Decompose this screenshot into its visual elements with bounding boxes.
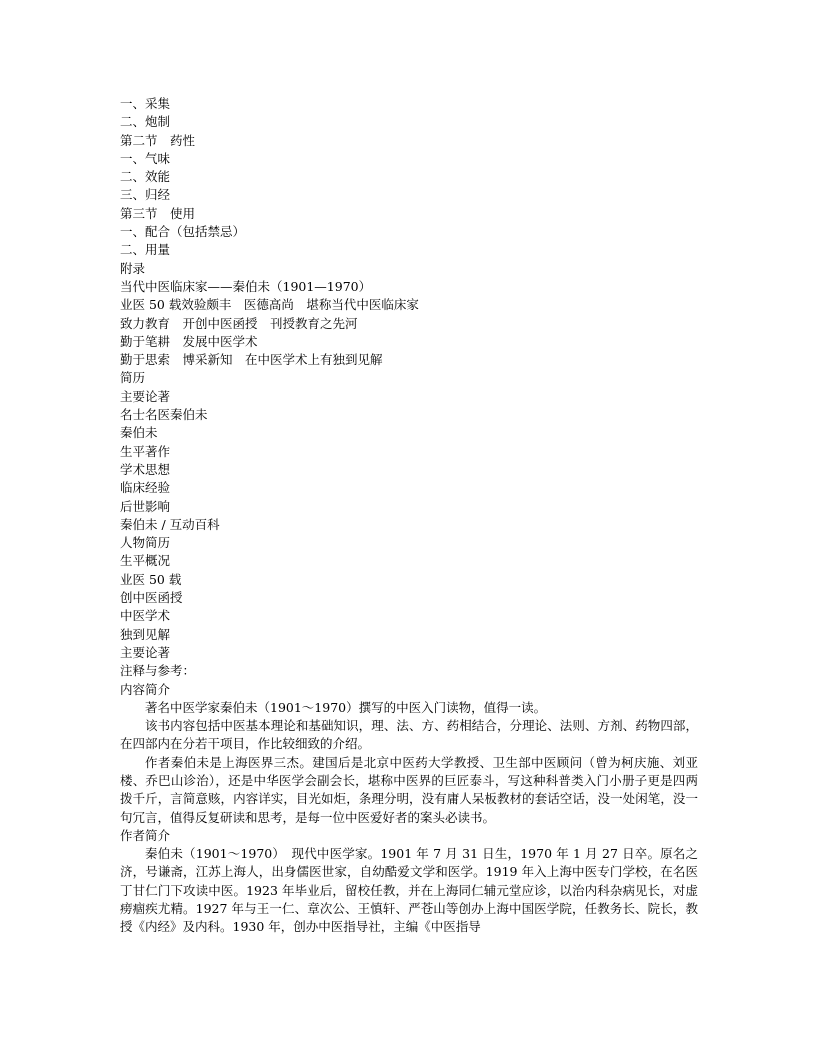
toc-line: 独到见解	[120, 626, 171, 642]
toc-line: 主要论著	[120, 644, 171, 660]
toc-line: 内容简介	[120, 681, 171, 697]
toc-line: 主要论著	[120, 388, 171, 404]
toc-line: 后世影响	[120, 498, 171, 514]
toc-line: 第三节 使用	[120, 205, 196, 221]
toc-line: 附录	[120, 260, 146, 276]
toc-line: 二、用量	[120, 242, 171, 258]
toc-line: 生平著作	[120, 443, 171, 459]
toc-line: 一、采集	[120, 96, 171, 111]
toc-line: 名士名医秦伯未	[120, 407, 208, 423]
toc-line: 临床经验	[120, 480, 171, 496]
toc-line: 二、效能	[120, 169, 171, 185]
toc-line: 学术思想	[120, 461, 171, 477]
toc-line: 人物简历	[120, 535, 171, 551]
toc-line: 二、炮制	[120, 114, 171, 130]
toc-line: 生平概况	[120, 553, 171, 569]
author-heading: 作者简介	[120, 827, 171, 843]
toc-line: 第二节 药性	[120, 132, 196, 148]
toc-line: 勤于思索 博采新知 在中医学术上有独到见解	[120, 352, 383, 368]
toc-line: 致力教育 开创中医函授 刊授教育之先河	[120, 315, 358, 331]
toc-line: 创中医函授	[120, 590, 183, 606]
toc-line: 业医 50 载效验颇丰 医德高尚 堪称当代中医临床家	[120, 297, 419, 313]
toc-line: 简历	[120, 370, 146, 386]
toc-line: 一、气味	[120, 150, 171, 166]
toc-line: 业医 50 载	[120, 571, 182, 587]
document-page	[120, 95, 698, 937]
toc-line: 中医学术	[120, 608, 171, 624]
toc-line: 当代中医临床家——秦伯未（1901—1970）	[120, 278, 372, 294]
toc-line: 秦伯未 / 互动百科	[120, 516, 220, 532]
author-paragraph-1: 秦伯未（1901～1970） 现代中医学家。1901 年 7 月 31 日生，1970 年 1 月 27 日卒。原名之济，号谦斋，江苏上海人，出身儒医世家，自幼酷爱文学和医学。1919 年入上海中医专门学校，在名医丁甘仁门下攻读中医。1923 年毕业后，留校任教，并在上海同仁辅元堂应诊，以治内科杂病见长，对虚痨痼疾尤精。1927 年与王一仁、章次公、王慎轩、严苍山等创办上海中国医学院，任教务长、院长，教授《内经》及内科。1930 年，创办中医指导社，主编《中医指导	[120, 846, 698, 935]
toc-line: 三、归经	[120, 187, 171, 203]
intro-paragraph-3: 作者秦伯未是上海医界三杰。建国后是北京中医药大学教授、卫生部中医顾问（曾为柯庆施、刘亚楼、乔巴山诊治），还是中华医学会副会长，堪称中医界的巨匠泰斗，写这种科普类入门小册子更是四两拨千斤，言简意赅，内容详实，目光如炬，条理分明，没有庸人呆板教材的套话空话，没一处闲笔，没一句冗言，值得反复研读和思考，是每一位中医爱好者的案头必读书。	[120, 754, 698, 825]
toc-line: 一、配合（包括禁忌）	[120, 224, 246, 240]
intro-paragraph-2: 该书内容包括中医基本理论和基础知识，理、法、方、药相结合，分理论、法则、方剂、药物四部，在四部内在分若干项目，作比较细致的介绍。	[120, 718, 698, 752]
table-of-contents	[120, 95, 698, 699]
toc-line: 注释与参考：	[120, 663, 196, 679]
intro-paragraph-1: 著名中医学家秦伯未（1901～1970）撰写的中医入门读物，值得一读。	[145, 699, 547, 715]
toc-line: 勤于笔耕 发展中医学术	[120, 333, 258, 349]
toc-line: 秦伯未	[120, 425, 158, 441]
